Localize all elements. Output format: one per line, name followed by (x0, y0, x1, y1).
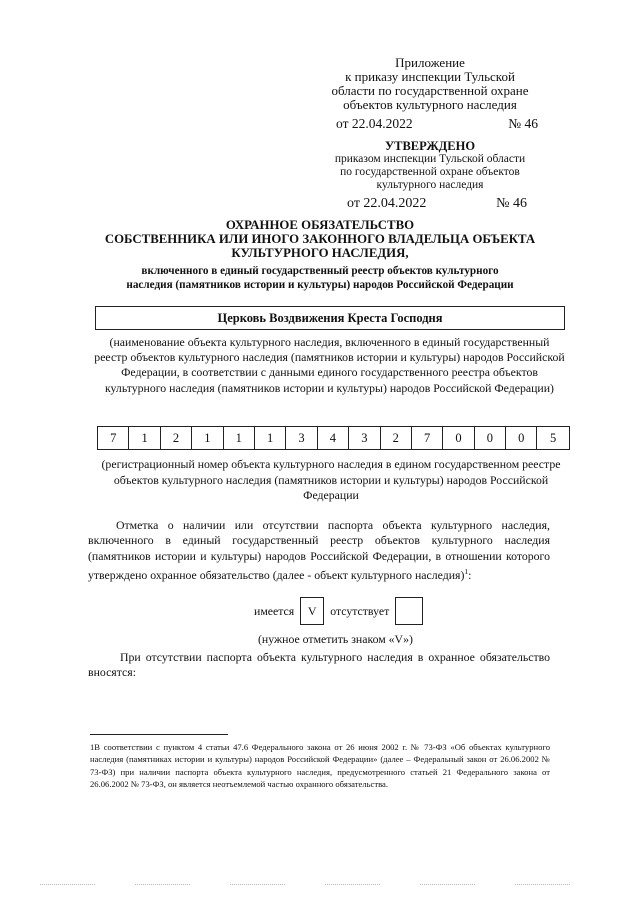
registration-digit: 1 (224, 427, 255, 449)
approved-line: приказом инспекции Тульской области (334, 153, 526, 165)
document-subtitle (80, 265, 560, 292)
passport-checkboxes (254, 597, 429, 625)
approved-line: по государственной охране объектов (340, 166, 520, 178)
appendix-line: Приложение (395, 55, 465, 70)
mark-instruction: (нужное отметить знаком «V») (258, 632, 413, 646)
has-passport-checkbox[interactable] (300, 597, 324, 625)
approved-number: № 46 (496, 196, 527, 211)
registration-digit: 1 (255, 427, 286, 449)
passport-note-paragraph (88, 518, 550, 584)
footnote-divider (90, 734, 228, 735)
registration-digit: 5 (550, 430, 557, 445)
has-passport-label: имеется (254, 603, 295, 618)
subtitle-line: включенного в единый государственный реестр объектов культурного (141, 265, 499, 277)
appendix-number: № 46 (508, 116, 538, 131)
registration-digit: 7 (412, 427, 443, 449)
registration-caption: (регистрационный номер объекта культурного наследия в едином государственном реестре объектов культурного наследия (памятников истории и культуры) народов Российской Федерации (101, 457, 561, 502)
passport-note-text: Отметка о наличии или отсутствии паспорта объекта культурного наследия, включенного в единый государственный реестр объектов культурного наследия (памятников истории и культуры) народов Российской Федерации, в отношении которого утверждено охранное обязательство (далее - объект культурного наследия) (88, 518, 550, 583)
registration-digit: 4 (318, 427, 349, 449)
approved-line: культурного наследия (376, 179, 484, 191)
scan-mark (325, 884, 380, 886)
no-passport-label: отсутствует (330, 603, 390, 618)
footnote-ref: 1 (464, 567, 469, 577)
registration-digit: 1 (192, 427, 223, 449)
registration-digit: 1 (129, 427, 160, 449)
registration-digit: 0 (506, 427, 537, 449)
scan-mark (420, 884, 475, 886)
registration-number-row (97, 426, 570, 450)
approved-date-number (305, 195, 555, 212)
title-line: КУЛЬТУРНОГО НАСЛЕДИЯ, (231, 246, 409, 260)
scan-mark (515, 884, 570, 886)
approved-date: от 22.04.2022 (347, 196, 427, 211)
absence-text: При отсутствии паспорта объекта культурного наследия в охранное обязательство вносятся: (88, 650, 550, 680)
title-line: ОХРАННОЕ ОБЯЗАТЕЛЬСТВО (225, 218, 415, 232)
passport-note-end: : (468, 568, 472, 583)
registration-digit: 3 (286, 427, 317, 449)
no-passport-checkbox[interactable] (395, 597, 423, 625)
object-name-box (95, 306, 565, 330)
absence-paragraph (88, 650, 550, 681)
object-name-caption: (наименование объекта культурного наследия, включенного в единый государственный реестр объектов культурного наследия (памятников истории и культуры) народов Российской Федерации, в соответствии с данными единого государственного реестра объектов культурного наследия (памятников истории и культуры) народов Российской Федерации) (94, 335, 565, 395)
registration-digit: 2 (381, 427, 412, 449)
appendix-line: к приказу инспекции Тульской (345, 69, 515, 84)
scan-mark (230, 884, 285, 886)
approved-block (305, 140, 555, 212)
object-name: Церковь Воздвижения Креста Господня (217, 310, 443, 325)
registration-digit: 7 (98, 427, 129, 449)
approved-title: УТВЕРЖДЕНО (384, 139, 476, 153)
footnote: 1В соответствии с пунктом 4 статьи 47.6 Федерального закона от 26 июня 2002 г. № 73-ФЗ «Об объектах культурного наследия (памятниках истории и культуры) народов Российской Федерации» (далее – Федеральный закон от 26.06.2002 № 73-ФЗ) при наличии паспорта объекта культурного наследия, предусмотренного статьей 21 Федерального закона от 26.06.2002 № 73-ФЗ, он является неотъемлемой частью охранного обязательства. (90, 742, 550, 790)
title-line: СОБСТВЕННИКА ИЛИ ИНОГО ЗАКОННОГО ВЛАДЕЛЬЦА ОБЪЕКТА (104, 232, 536, 246)
appendix-line: области по государственной охране (331, 83, 529, 98)
appendix-date-number (300, 117, 560, 131)
registration-digit: 2 (161, 427, 192, 449)
appendix-block (300, 56, 560, 131)
registration-digit: 0 (443, 427, 474, 449)
subtitle-line: наследия (памятников истории и культуры) народов Российской Федерации (126, 278, 514, 291)
scan-mark (40, 884, 95, 886)
check-mark: V (307, 603, 317, 618)
appendix-date: от 22.04.2022 (336, 116, 413, 131)
document-title (90, 218, 550, 260)
registration-digit: 3 (349, 427, 380, 449)
registration-digit: 0 (475, 427, 506, 449)
scan-artifacts (40, 884, 600, 888)
appendix-line: объектов культурного наследия (343, 97, 517, 112)
scan-mark (135, 884, 190, 886)
